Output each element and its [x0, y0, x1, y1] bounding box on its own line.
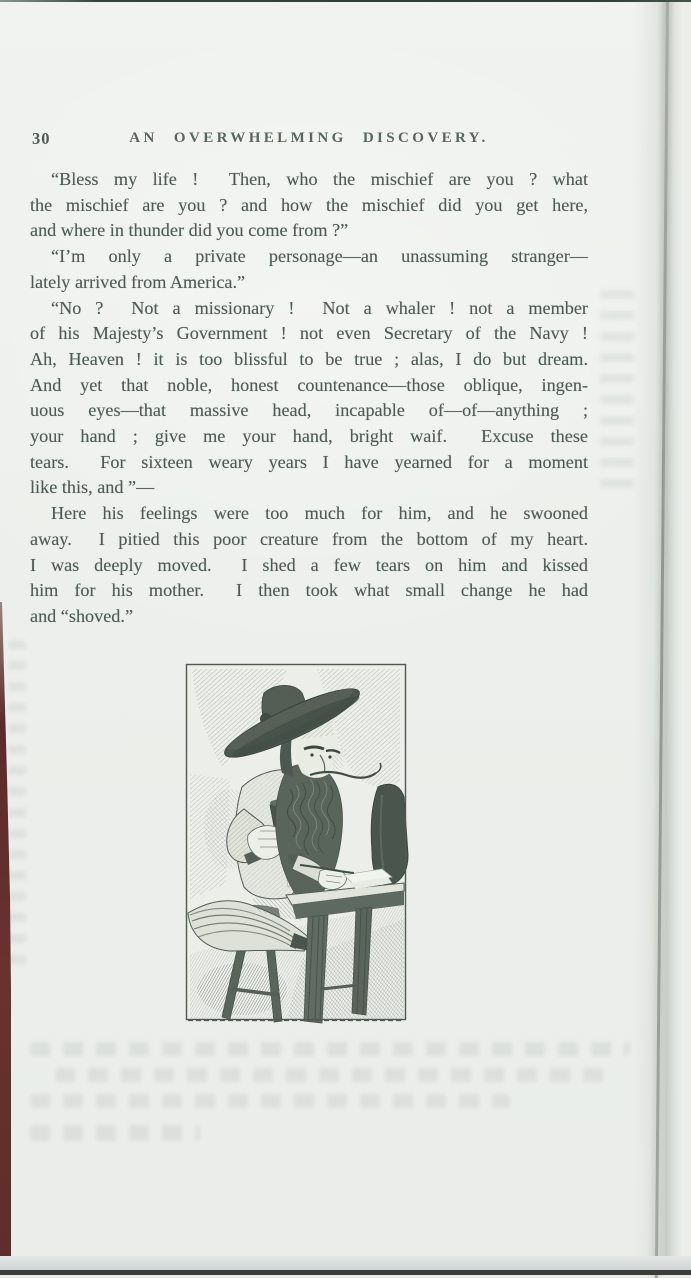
scan-bottom-border — [0, 1270, 691, 1275]
paragraph — [30, 167, 588, 244]
text-line: “Bless my life ! Then, who the mischief are you ? what — [51, 169, 588, 189]
text-line: your hand ; give me your hand, bright waif. Excuse these — [30, 426, 588, 447]
text-line: And yet that noble, honest countenance—those oblique, ingen- — [30, 374, 588, 395]
text-line: “No ? Not a missionary ! Not a whaler ! not a member — [51, 297, 588, 318]
text-line: lately arrived from America.” — [30, 271, 246, 292]
scan-top-border — [0, 0, 691, 2]
text-line: Here his feelings were too much for him, and he swooned — [51, 503, 588, 524]
bleed-through-marks — [30, 1042, 630, 1056]
bleed-through-marks — [55, 1068, 615, 1082]
text-line: of his Majesty’s Government ! not even Secretary of the Navy ! — [30, 323, 588, 344]
text-line: tears. For sixteen weary years I have yearned for a moment — [30, 451, 588, 472]
illustration-image — [182, 659, 410, 1028]
bleed-through-marks — [8, 640, 26, 970]
bleed-through-marks — [30, 1094, 510, 1108]
text-line: I was deeply moved. I shed a few tears on him and kissed — [30, 554, 588, 575]
text-line: like this, and ”— — [30, 477, 155, 498]
text-line: and “shoved.” — [30, 605, 134, 626]
bleed-through-marks — [600, 290, 634, 500]
illustration — [182, 659, 410, 1028]
text-line: him for his mother. I then took what small change he had — [30, 580, 588, 601]
text-line: Ah, Heaven ! it is too blissful to be true ; alas, I do but dream. — [30, 348, 588, 369]
text-line: the mischief are you ? and how the mischief did you get here, — [30, 194, 588, 215]
paragraph — [30, 501, 588, 630]
text-line: and where in thunder did you come from ?” — [30, 220, 349, 241]
bleed-through-marks — [30, 1125, 200, 1141]
book-binding-edge — [0, 602, 12, 1272]
text-line: uous eyes—that massive head, incapable of—of—anything ; — [30, 400, 588, 421]
text-block — [30, 167, 588, 630]
scan-bottom-band — [0, 1256, 691, 1270]
page-number: 30 — [32, 129, 51, 148]
page-header — [30, 129, 588, 153]
text-line: “I’m only a private personage—an unassuming stranger— — [51, 246, 588, 267]
paragraph — [30, 296, 588, 502]
paragraph — [30, 244, 588, 295]
text-line: away. I pitied this poor creature from the bottom of my heart. — [30, 528, 588, 549]
running-title: AN OVERWHELMING DISCOVERY. — [129, 130, 489, 146]
